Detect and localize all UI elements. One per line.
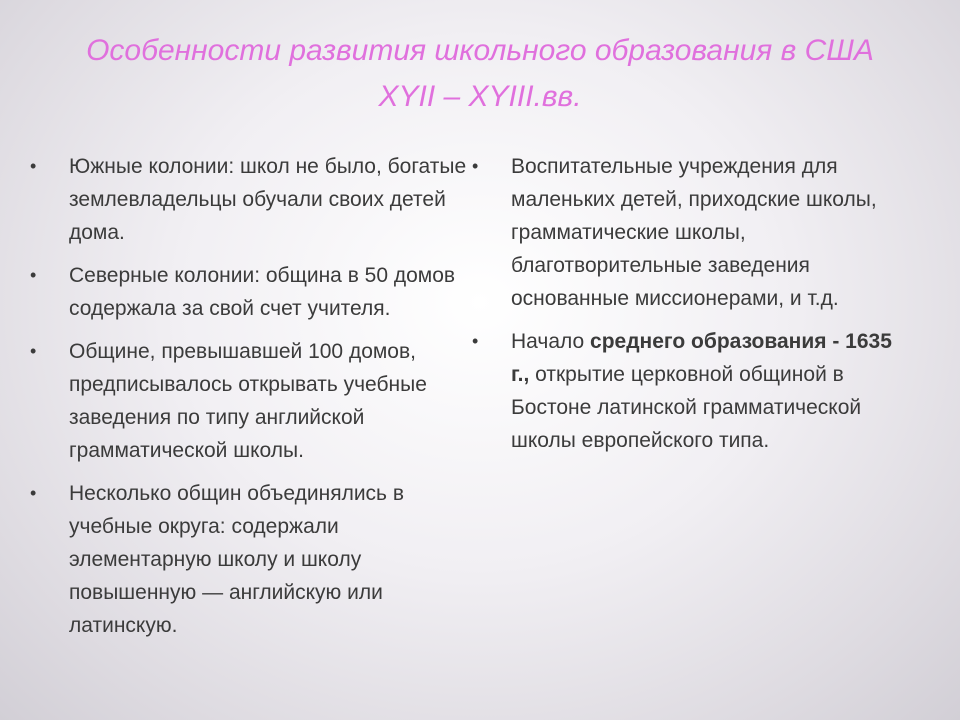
list-item — [30, 477, 470, 642]
list-item-text: Несколько общин объединялись в учебные округа: содержали элементарную школу и школу повышенную — английскую или латинскую. — [69, 482, 404, 637]
list-item — [472, 325, 902, 457]
list-item-prefix: Начало — [511, 330, 591, 353]
list-item-text: Общине, превышавшей 100 домов, предписывалось открывать учебные заведения по типу английской грамматической школы. — [69, 340, 427, 462]
list-item — [30, 335, 470, 467]
left-bullet-list — [30, 150, 470, 642]
bullet-icon: • — [30, 341, 37, 361]
title-line-2: XYII – XYIII.вв. — [378, 80, 582, 113]
list-item-text — [511, 330, 892, 452]
list-item-text: Воспитательные учреждения для маленьких детей, приходские школы, грамматические школы, благотворительные заведения основанные миссионерами, и т.д. — [511, 155, 877, 310]
bullet-icon: • — [472, 331, 479, 351]
highlight-text: среднего образования - 1635 г., — [511, 330, 892, 386]
list-item-text: Северные колонии: община в 50 домов содержала за свой счет учителя. — [69, 264, 456, 320]
list-item — [30, 259, 470, 325]
bullet-icon: • — [30, 156, 37, 176]
right-column — [472, 150, 902, 467]
right-bullet-list — [472, 150, 902, 457]
list-item-text: Южные колонии: школ не было, богатые землевладельцы обучали своих детей дома. — [69, 155, 467, 244]
list-item-rest: открытие церковной общиной в Бостоне латинской грамматической школы европейского типа. — [511, 363, 862, 452]
slide-title — [20, 28, 940, 120]
list-item — [30, 150, 470, 249]
left-column — [30, 150, 470, 652]
bullet-icon: • — [472, 156, 479, 176]
list-item — [472, 150, 902, 315]
title-line-1: Особенности развития школьного образования в США — [86, 34, 874, 67]
bullet-icon: • — [30, 483, 37, 503]
bullet-icon: • — [30, 265, 37, 285]
